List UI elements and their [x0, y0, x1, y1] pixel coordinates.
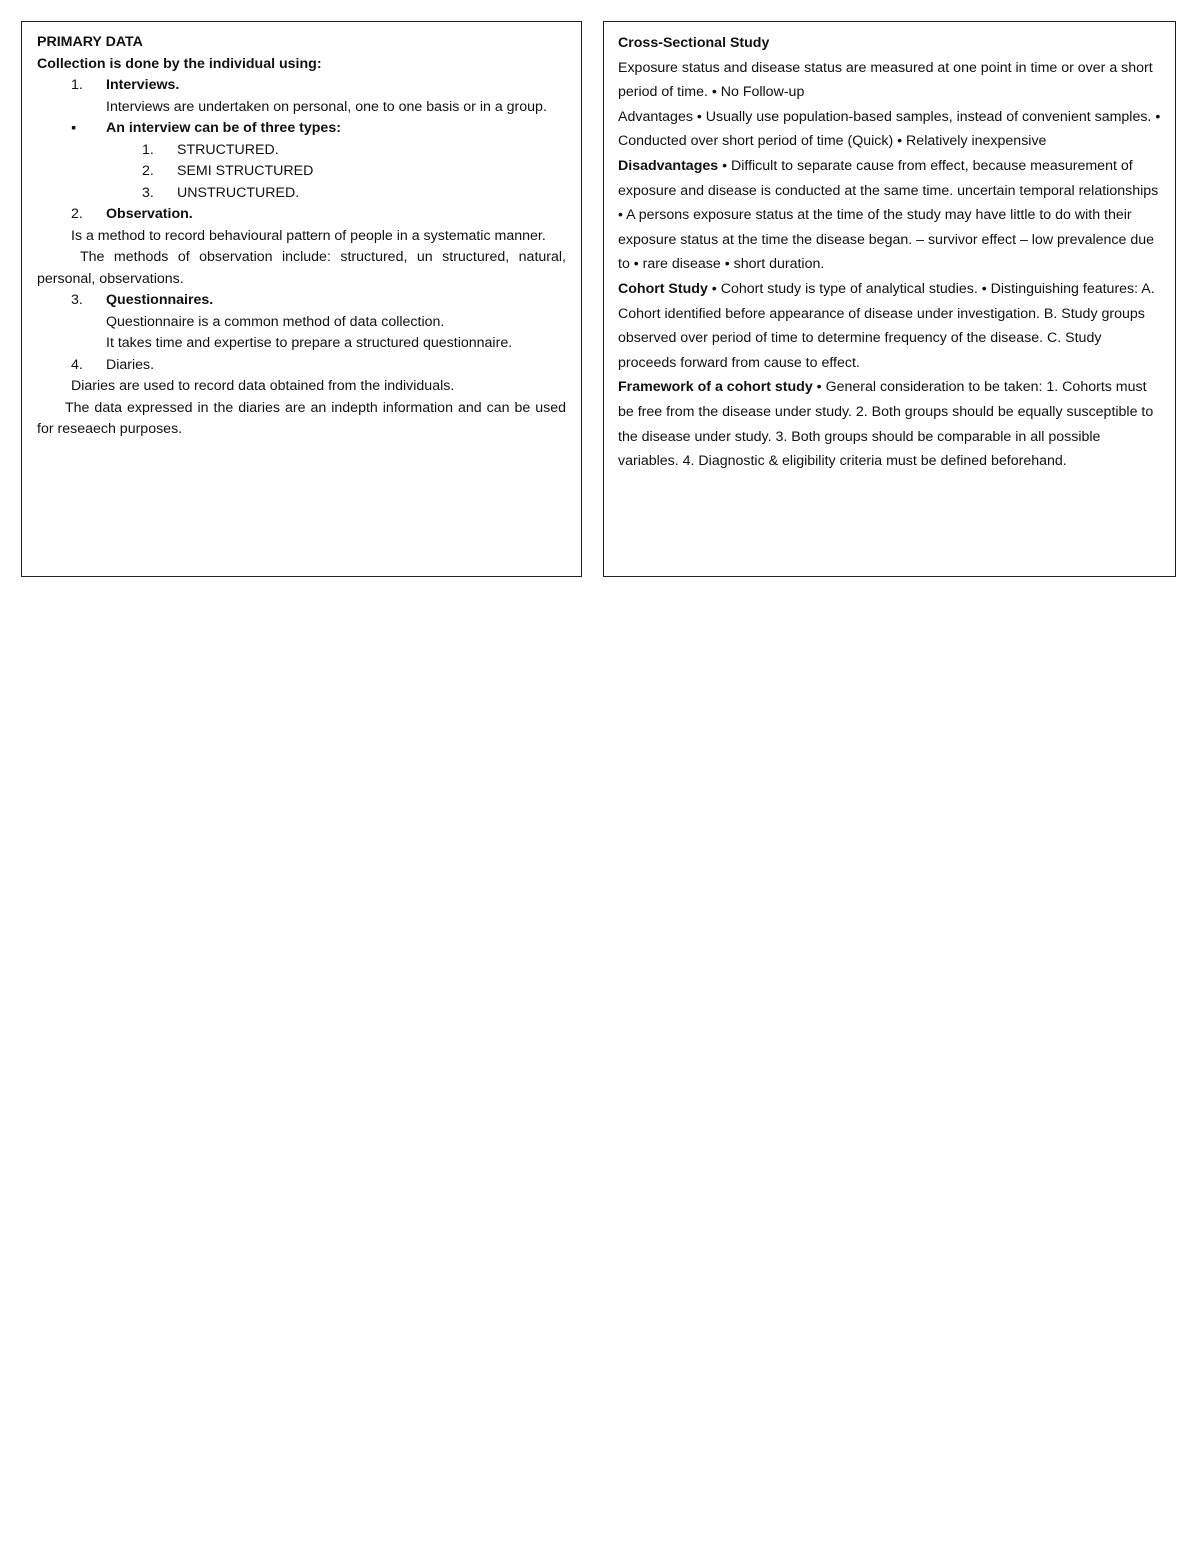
interviews-item — [37, 75, 566, 97]
cohort-study-paragraph — [618, 277, 1161, 375]
observation-number: 2. — [71, 206, 83, 222]
advantages-paragraph — [618, 105, 1161, 154]
cohort-framework-text: • General consideration to be taken: 1. Cohorts must be free from the disease under study. 2. Both groups should be equally susceptible to the disease under study. 3. Both groups should be comparable in all possible variables. 4. Diagnostic & eligibility criteria must be defined beforehand. — [618, 379, 1154, 470]
observation-item — [37, 204, 566, 226]
cohort-study-label: Cohort Study — [618, 280, 708, 297]
primary-data-panel — [21, 21, 582, 577]
cohort-study-text: • Cohort study is type of analytical studies. • Distinguishing features: A. Cohort identified before appearance of disease under investigation. B. Study groups observed over period of time to determine frequency of the disease. C. Study proceeds forward from cause to effect. — [618, 280, 1155, 371]
interviews-text: Interviews are undertaken on personal, one to one basis or in a group. — [106, 98, 547, 115]
primary-data-title: PRIMARY DATA — [37, 34, 143, 50]
observation-text-1: Is a method to record behavioural pattern of people in a systematic manner. — [71, 227, 546, 244]
cross-sectional-description: Exposure status and disease status are measured at one point in time or over a short period of time. • No Follow-up — [618, 59, 1153, 101]
collection-intro: Collection is done by the individual using: — [37, 55, 322, 72]
questionnaires-item — [37, 290, 566, 312]
questionnaires-text-2: It takes time and expertise to prepare a structured questionnaire. — [106, 335, 513, 351]
diaries-text-1: Diaries are used to record data obtained from the individuals. — [71, 378, 455, 394]
observation-label: Observation. — [106, 206, 193, 222]
questionnaires-text-1: Questionnaire is a common method of data collection. — [106, 313, 445, 330]
type-number: 2. — [142, 163, 154, 179]
type-text: SEMI STRUCTURED — [177, 163, 314, 179]
type-text: UNSTRUCTURED. — [177, 184, 300, 201]
cross-sectional-title: Cross-Sectional Study — [618, 35, 770, 51]
interview-types-bullet: ▪ — [71, 120, 77, 136]
diaries-number: 4. — [71, 356, 83, 373]
cohort-framework-paragraph — [618, 375, 1161, 473]
type-number: 3. — [142, 184, 154, 201]
type-unstructured — [37, 183, 566, 205]
type-semi-structured — [37, 161, 566, 183]
observation-text-2: The methods of observation include: structured, un structured, natural, personal, observations. — [37, 249, 566, 287]
disadvantages-label: Disadvantages — [618, 157, 719, 174]
diaries-text-2: The data expressed in the diaries are an indepth information and can be used for reseaech purposes. — [37, 399, 566, 437]
interview-types-label: An interview can be of three types: — [106, 120, 341, 136]
type-number: 1. — [142, 141, 154, 158]
type-structured — [37, 140, 566, 162]
disadvantages-text: • Difficult to separate cause from effect, because measurement of exposure and disease is conducted at the same time. uncertain temporal relationships • A persons exposure status at the time of the study may have little to do with their exposure status at the time the disease began. – survivor effect – low prevalence due to • rare disease • short duration. — [618, 157, 1159, 273]
advantages-label: Advantages — [618, 108, 693, 125]
interview-types-item — [37, 118, 566, 140]
interviews-number: 1. — [71, 77, 83, 93]
cohort-framework-label: Framework of a cohort study — [618, 379, 813, 396]
diaries-item — [37, 355, 566, 377]
study-designs-panel — [603, 21, 1176, 577]
diaries-label: Diaries. — [106, 356, 155, 373]
questionnaires-label: Questionnaires. — [106, 292, 214, 308]
questionnaires-number: 3. — [71, 292, 83, 308]
advantages-text: • Usually use population-based samples, instead of convenient samples. • Conducted over short period of time (Quick) • Relatively inexpensive — [618, 108, 1161, 150]
interviews-label: Interviews. — [106, 77, 180, 93]
disadvantages-paragraph — [618, 154, 1161, 277]
type-text: STRUCTURED. — [177, 141, 279, 158]
